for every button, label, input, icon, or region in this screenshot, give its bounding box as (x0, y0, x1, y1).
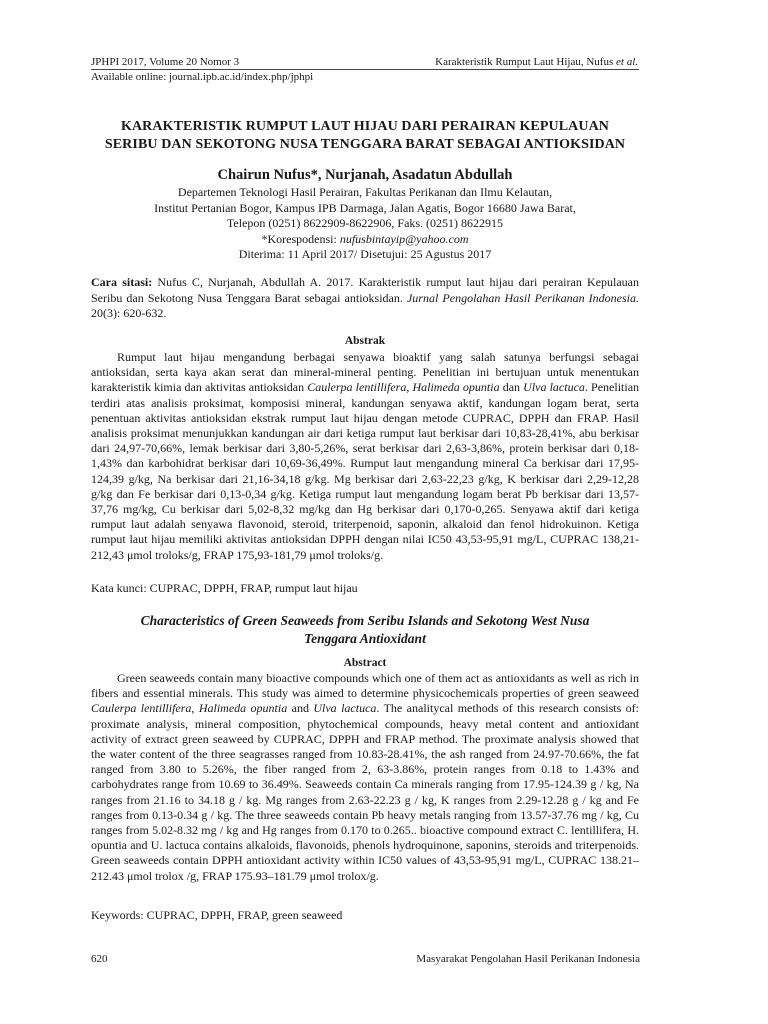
citation-journal: Jurnal Pengolahan Hasil Perikanan Indonesia. (406, 290, 640, 305)
abstrak-heading: Abstrak (344, 335, 386, 347)
journal-issue: JPHPI 2017, Volume 20 Nomor 3 (91, 56, 240, 68)
paper-title-line-2: SERIBU DAN SEKOTONG NUSA TENGGARA BARAT SEBAGAI ANTIOKSIDAN (104, 137, 626, 152)
species-caulerpa: Caulerpa lentillifera (307, 380, 407, 395)
species-ulva-en: Ulva lactuca (313, 701, 377, 716)
citation-label: Cara sitasi: (91, 275, 153, 289)
abstract-text-1: Green seaweeds contain many bioactive compounds which one of them act as antioxidants as well as rich in fibers and essential minerals. This study was aimed to determine physicochemicals properties of green seaweed (91, 671, 639, 701)
citation-text: Nufus C, Nurjanah, Abdullah A. 2017. Karakteristik rumput laut hijau dari perairan Kepulauan Seribu dan Sekotong Nusa Tenggara Barat sebagai antioksidan. (91, 275, 639, 305)
abstrak-comma: , (406, 380, 410, 395)
paper-title-line-1: KARAKTERISTIK RUMPUT LAUT HIJAU DARI PERAIRAN KEPULAUAN (120, 119, 610, 134)
species-ulva: Ulva lactuca (523, 380, 585, 395)
affiliation-line-3: Telepon (0251) 8622909-8622906, Faks. (0251) 8622915 (226, 216, 504, 230)
affiliation-line-1: Departemen Teknologi Hasil Perairan, Fakultas Perikanan dan Ilmu Kelautan, (177, 185, 553, 199)
species-halimeda-en: Halimeda opuntia (198, 701, 288, 716)
english-title (91, 612, 639, 648)
running-title (435, 55, 638, 69)
keywords: Keywords: CUPRAC, DPPH, FRAP, green seaweed (91, 908, 343, 922)
abstract-comma: , (191, 701, 195, 716)
citation-volume: 20(3): 620-632. (91, 306, 167, 320)
running-title-text: Karakteristik Rumput Laut Hijau, Nufus (435, 56, 614, 68)
received-accepted-dates: Diterima: 11 April 2017/ Disetujui: 25 Agustus 2017 (238, 247, 492, 261)
abstract-text-2: . The analitycal methods of this research consists of: proximate analysis, mineral composition, phytochemical compounds, heavy metal content and antioxidant activity of extract green seaweed by CUPRAC, DPPH and FRAP method. The proximate analysis showed that the water content of the three seagrasses ranged from 10.83-28.41%, the ash ranged from 24.97-70.66%, the fat ranged from 3.80 to 5.26%, the fiber ranged from 2, 63-3.86%, protein ranges from 0.18 to 1.43% and carbohydrates range from 10.69 to 36.49%. Seaweeds contain Ca minerals ranging from 17.95-124.39 g / kg, Na ranges from 21.16 to 34.18 g / kg. Mg ranges from 2.63-22.23 g / kg, K ranges from 2.29-12.28 g / kg and Fe ranges from 0.13-0.34 g / kg. The three seaweeds contain Pb heavy metals ranging from 13.57-37.76 mg / kg, Cu ranges from 5.02-8.32 mg / kg and Hg ranges from 0.170 to 0.265.. bioactive compound extract C. lentillifera, H. opuntia and U. lactuca contains alkaloids, flavonoids, phenols hydroquinone, saponins, steroids and triterpenoids. Green seaweeds contain DPPH antioxidant activity within IC50 values of 43,53-95,91 mg/L, CUPRAC 138.21–212.43 μmol trolox /g, FRAP 175.93–181.79 μmol trolox/g. (91, 701, 640, 883)
kata-kunci: Kata kunci: CUPRAC, DPPH, FRAP, rumput laut hijau (91, 581, 358, 595)
abstrak-conj: dan (502, 380, 521, 395)
online-availability: Available online: journal.ipb.ac.id/index.php/jphpi (91, 71, 314, 83)
correspondence-label: *Korespodensi: (261, 231, 337, 246)
running-title-etal: et al. (616, 56, 638, 68)
correspondence (91, 232, 639, 248)
authors: Chairun Nufus*, Nurjanah, Asadatun Abdullah (217, 167, 513, 183)
affiliation (91, 185, 639, 263)
abstrak-text-1: Rumput laut hijau mengandung berbagai senyawa bioaktif yang salah satunya berfungsi sebagai antioksidan, serta kaya akan serat dan mineral-mineral penting. Penelitian ini bertujuan untuk menentukan karakteristik kimia dan aktivitas antioksidan (91, 350, 639, 395)
species-caulerpa-en: Caulerpa lentillifera (91, 701, 192, 716)
affiliation-line-2: Institut Pertanian Bogor, Kampus IPB Darmaga, Jalan Agatis, Bogor 16680 Jawa Barat, (154, 200, 576, 215)
english-title-line-1: Characteristics of Green Seaweeds from Seribu Islands and Sekotong West Nusa (140, 613, 590, 628)
page-number: 620 (91, 953, 108, 965)
abstract-conj: and (291, 701, 309, 716)
correspondence-email: nufusbintayip@yahoo.com (339, 231, 469, 246)
publisher: Masyarakat Pengolahan Hasil Perikanan Indonesia (416, 953, 640, 965)
english-title-line-2: Tenggara Antioxidant (304, 631, 426, 646)
abstract-heading: Abstract (343, 657, 387, 669)
citation (91, 275, 639, 322)
paper-title (91, 118, 639, 154)
abstrak-body (91, 350, 639, 563)
species-halimeda: Halimeda opuntia (412, 380, 500, 395)
abstract-body (91, 671, 639, 884)
abstrak-text-2: . Penelitian terdiri atas analisis proksimat, komposisi mineral, kandungan senyawa aktif, kandungan logam berat, serta penentuan aktivitas antioksidan ekstrak rumput laut hijau dengan metode CUPRAC, DPPH dan FRAP. Hasil analisis proksimat menunjukkan kandungan air dari ketiga rumput laut berkisar dari 10,83-28,41%, abu berkisar dari 24,97-70,66%, lemak berkisar dari 3,80-5,26%, serat berkisar dari 2,63-3,86%, protein berkisar dari 0,18-1,43% dan karbohidrat berkisar dari 10,69-36,49%. Rumput laut mengandung mineral Ca berkisar dari 17,95-124,39 g/kg, Na berkisar dari 21,16-34,18 g/kg. Mg berkisar dari 2,63-22,23 g/kg, K berkisar dari 2,29-12,28 g/kg dan Fe berkisar dari 0,13-0,34 g/kg. Ketiga rumput laut mengandung logam berat Pb berkisar dari 13,57-37,76 mg/kg, Cu berkisar dari 5,02-8,32 mg/kg dan Hg berkisar dari 0,170-0,265. Senyawa aktif dari ketiga rumput laut adalah senyawa flavonoid, steroid, triterpenoid, saponin, alkaloid dan fenol hidrokuinon. Ketiga rumput laut hijau memiliki aktivitas antioksidan DPPH dengan nilai IC50 43,53-95,91 mg/L, CUPRAC 138,21-212,43 μmol troloks/g, FRAP 175,93-181,79 μmol troloks/g. (91, 380, 640, 562)
